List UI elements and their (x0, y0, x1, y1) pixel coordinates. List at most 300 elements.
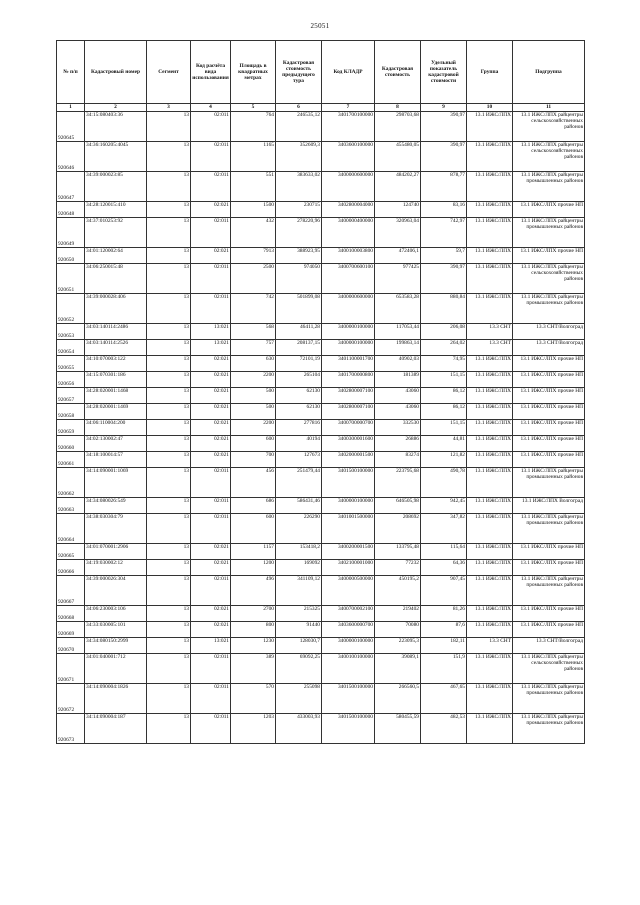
group: 13.3 СНТ (467, 340, 513, 356)
cadastral-number: 34:10:070003:122 (85, 356, 147, 372)
segment: 13 (147, 622, 191, 638)
table-row (57, 622, 585, 638)
specific-cost: 206,08 (421, 324, 467, 340)
specific-cost: 742,97 (421, 218, 467, 248)
row-number: 920669 (57, 622, 85, 638)
subgroup: 13.1 ИЖС/ЛПХ прочие НП (513, 404, 585, 420)
group: 13.1 ИЖС/ЛПХ (467, 264, 513, 294)
usage-code: 02:021 (191, 248, 231, 264)
group: 13.1 ИЖС/ЛПХ (467, 248, 513, 264)
subgroup: 13.1 ИЖС/ЛПХ прочие НП (513, 202, 585, 218)
usage-code: 02:011 (191, 264, 231, 294)
subgroup: 13.1 ИЖС/ЛПХ прочие НП (513, 452, 585, 468)
cadastral-number: 34:06:250015:48 (85, 264, 147, 294)
segment: 13 (147, 218, 191, 248)
specific-cost: 151,15 (421, 372, 467, 388)
usage-code: 02:021 (191, 420, 231, 436)
cadastral-cost: 219402 (375, 606, 421, 622)
area-sqm: 1230 (231, 638, 276, 654)
cadastral-cost: 266560,5 (375, 684, 421, 714)
subgroup: 13.1 ИЖС/ЛПХ прочие НП (513, 606, 585, 622)
table-row (57, 264, 585, 294)
area-sqm: 800 (231, 622, 276, 638)
segment: 13 (147, 324, 191, 340)
cadastral-number: 34:33:030005:101 (85, 622, 147, 638)
kladr-code: 3401100001700 (322, 356, 375, 372)
specific-cost: 878,77 (421, 172, 467, 202)
segment: 13 (147, 142, 191, 172)
cadastral-cost: 199863,14 (375, 340, 421, 356)
usage-code: 13:021 (191, 324, 231, 340)
header-cell: Код расчёта вида использования (191, 41, 231, 104)
previous-cost: 230715 (276, 202, 322, 218)
previous-cost: 72101,19 (276, 356, 322, 372)
cadastral-number: 34:02:130002:47 (85, 436, 147, 452)
previous-cost: 433003,93 (276, 714, 322, 744)
segment: 13 (147, 514, 191, 544)
row-number: 920661 (57, 452, 85, 468)
column-number: 8 (375, 104, 421, 112)
kladr-code: 3400700600100 (322, 264, 375, 294)
column-number: 4 (191, 104, 231, 112)
specific-cost: 942,45 (421, 498, 467, 514)
cadastral-cost: 653583,28 (375, 294, 421, 324)
cadastral-number: 34:15:070301:186 (85, 372, 147, 388)
cadastral-cost: 977425 (375, 264, 421, 294)
group: 13.3 СНТ (467, 638, 513, 654)
table-row (57, 638, 585, 654)
cadastral-number: 34:15:080403:36 (85, 112, 147, 142)
header-cell: Кадастровый номер (85, 41, 147, 104)
subgroup: 13.1 ИЖС/ЛПХ райцентры сельскохозяйственных районов (513, 264, 585, 294)
cadastral-cost: 223795,68 (375, 468, 421, 498)
cadastral-number: 34:36:160205:4045 (85, 142, 147, 172)
subgroup: 13.1 ИЖС/ЛПХ райцентры сельскохозяйственных районов (513, 112, 585, 142)
cadastral-cost: 580455,59 (375, 714, 421, 744)
header-cell: Кадастровая стоимость (375, 41, 421, 104)
cadastral-table (56, 40, 585, 744)
specific-cost: 86,12 (421, 404, 467, 420)
cadastral-number: 34:19:030002:12 (85, 560, 147, 576)
specific-cost: 115,64 (421, 544, 467, 560)
area-sqm: 2200 (231, 420, 276, 436)
usage-code: 02:011 (191, 142, 231, 172)
usage-code: 02:011 (191, 576, 231, 606)
table-row (57, 544, 585, 560)
row-number: 920665 (57, 544, 85, 560)
cadastral-cost: 70080 (375, 622, 421, 638)
previous-cost: 265104 (276, 372, 322, 388)
kladr-code: 3403600100000 (322, 142, 375, 172)
header-cell: Удельный показатель кадастровой стоимости (421, 41, 467, 104)
group: 13.1 ИЖС/ЛПХ (467, 514, 513, 544)
kladr-code: 3400100003800 (322, 248, 375, 264)
group: 13.1 ИЖС/ЛПХ (467, 420, 513, 436)
kladr-code: 3401700000800 (322, 372, 375, 388)
kladr-code: 3400000400000 (322, 218, 375, 248)
row-number: 920659 (57, 420, 85, 436)
area-sqm: 1165 (231, 142, 276, 172)
cadastral-cost: 472406,1 (375, 248, 421, 264)
group: 13.1 ИЖС/ЛПХ (467, 218, 513, 248)
area-sqm: 1203 (231, 714, 276, 744)
table-row (57, 606, 585, 622)
kladr-code: 3400000100000 (322, 340, 375, 356)
cadastral-number: 34:06:110004:200 (85, 420, 147, 436)
usage-code: 02:021 (191, 622, 231, 638)
cadastral-cost: 40902,03 (375, 356, 421, 372)
header-cell: Подгруппа (513, 41, 585, 104)
row-number: 920658 (57, 404, 85, 420)
usage-code: 02:021 (191, 372, 231, 388)
kladr-code: 3400000500000 (322, 576, 375, 606)
cadastral-number: 34:14:090001:1069 (85, 468, 147, 498)
kladr-code: 3400000100000 (322, 638, 375, 654)
kladr-code: 3402000001500 (322, 452, 375, 468)
specific-cost: 490,78 (421, 468, 467, 498)
group: 13.1 ИЖС/ЛПХ (467, 544, 513, 560)
group: 13.1 ИЖС/ЛПХ (467, 388, 513, 404)
column-number: 9 (421, 104, 467, 112)
area-sqm: 456 (231, 468, 276, 498)
segment: 13 (147, 452, 191, 468)
group: 13.1 ИЖС/ЛПХ (467, 468, 513, 498)
cadastral-cost: 117053,44 (375, 324, 421, 340)
usage-code: 02:021 (191, 202, 231, 218)
row-number: 920657 (57, 388, 85, 404)
previous-cost: 388923,95 (276, 248, 322, 264)
cadastral-cost: 298703,68 (375, 112, 421, 142)
specific-cost: 44,81 (421, 436, 467, 452)
previous-cost: 62130 (276, 404, 322, 420)
table-row (57, 498, 585, 514)
group: 13.1 ИЖС/ЛПХ (467, 560, 513, 576)
subgroup: 13.3 СНТ/Волгоград (513, 638, 585, 654)
area-sqm: 2700 (231, 606, 276, 622)
group: 13.1 ИЖС/ЛПХ (467, 654, 513, 684)
previous-cost: 278220,96 (276, 218, 322, 248)
table-row (57, 340, 585, 356)
cadastral-number: 34:28:120015:410 (85, 202, 147, 218)
table-row (57, 294, 585, 324)
table-row (57, 404, 585, 420)
previous-cost: 974050 (276, 264, 322, 294)
group: 13.1 ИЖС/ЛПХ (467, 172, 513, 202)
table-row (57, 436, 585, 452)
kladr-code: 3400200001500 (322, 544, 375, 560)
row-number: 920655 (57, 356, 85, 372)
header-cell: Площадь в квадратных метрах (231, 41, 276, 104)
area-sqm: 600 (231, 514, 276, 544)
group: 13.1 ИЖС/ЛПХ (467, 498, 513, 514)
group: 13.1 ИЖС/ЛПХ (467, 714, 513, 744)
segment: 13 (147, 436, 191, 452)
row-number: 920672 (57, 684, 85, 714)
segment: 13 (147, 420, 191, 436)
table-row (57, 142, 585, 172)
area-sqm: 7913 (231, 248, 276, 264)
area-sqm: 500 (231, 388, 276, 404)
previous-cost: 501899,08 (276, 294, 322, 324)
group: 13.1 ИЖС/ЛПХ (467, 372, 513, 388)
usage-code: 13:021 (191, 340, 231, 356)
segment: 13 (147, 684, 191, 714)
cadastral-cost: 223095,3 (375, 638, 421, 654)
row-number: 920650 (57, 248, 85, 264)
kladr-code: 3400300001600 (322, 436, 375, 452)
specific-cost: 86,12 (421, 388, 467, 404)
kladr-code: 3400000600000 (322, 294, 375, 324)
group: 13.1 ИЖС/ЛПХ (467, 452, 513, 468)
group: 13.1 ИЖС/ЛПХ (467, 356, 513, 372)
specific-cost: 87,6 (421, 622, 467, 638)
row-number: 920664 (57, 514, 85, 544)
subgroup: 13.1 ИЖС/ЛПХ прочие НП (513, 436, 585, 452)
previous-cost: 251479,44 (276, 468, 322, 498)
area-sqm: 500 (231, 404, 276, 420)
usage-code: 02:011 (191, 514, 231, 544)
segment: 13 (147, 172, 191, 202)
segment: 13 (147, 388, 191, 404)
header-cell: Группа (467, 41, 513, 104)
previous-cost: 46411,28 (276, 324, 322, 340)
subgroup: 13.1 ИЖС/ЛПХ райцентры сельскохозяйственных районов (513, 142, 585, 172)
kladr-code: 3402800007100 (322, 404, 375, 420)
cadastral-number: 34:01:070001:2906 (85, 544, 147, 560)
area-sqm: 2200 (231, 372, 276, 388)
group: 13.3 СНТ (467, 324, 513, 340)
subgroup: 13.1 ИЖС/ЛПХ Волгоград (513, 498, 585, 514)
table-row (57, 202, 585, 218)
specific-cost: 264,02 (421, 340, 467, 356)
previous-cost: 383633,02 (276, 172, 322, 202)
previous-cost: 169092 (276, 560, 322, 576)
table-row (57, 654, 585, 684)
previous-cost: 153418,2 (276, 544, 322, 560)
previous-cost: 586431,46 (276, 498, 322, 514)
group: 13.1 ИЖС/ЛПХ (467, 436, 513, 452)
cadastral-number: 34:38:030304:79 (85, 514, 147, 544)
specific-cost: 482,53 (421, 714, 467, 744)
cadastral-cost: 208692 (375, 514, 421, 544)
cadastral-number: 34:39:000028:406 (85, 294, 147, 324)
kladr-code: 3401001500000 (322, 514, 375, 544)
row-number: 920654 (57, 340, 85, 356)
column-number: 2 (85, 104, 147, 112)
specific-cost: 151,15 (421, 420, 467, 436)
cadastral-number: 34:28:020001:1468 (85, 388, 147, 404)
column-number: 11 (513, 104, 585, 112)
subgroup: 13.1 ИЖС/ЛПХ прочие НП (513, 560, 585, 576)
segment: 13 (147, 576, 191, 606)
row-number: 920649 (57, 218, 85, 248)
specific-cost: 151,9 (421, 654, 467, 684)
segment: 13 (147, 606, 191, 622)
cadastral-number: 34:14:090004:1826 (85, 684, 147, 714)
segment: 13 (147, 498, 191, 514)
previous-cost: 215325 (276, 606, 322, 622)
kladr-code: 3401500100000 (322, 684, 375, 714)
subgroup: 13.1 ИЖС/ЛПХ райцентры промышленных районов (513, 514, 585, 544)
previous-cost: 255098 (276, 684, 322, 714)
column-number: 10 (467, 104, 513, 112)
area-sqm: 764 (231, 112, 276, 142)
cadastral-cost: 332530 (375, 420, 421, 436)
row-number: 920673 (57, 714, 85, 744)
kladr-code: 3402100001000 (322, 560, 375, 576)
subgroup: 13.1 ИЖС/ЛПХ райцентры промышленных районов (513, 714, 585, 744)
subgroup: 13.1 ИЖС/ЛПХ райцентры промышленных районов (513, 294, 585, 324)
cadastral-number: 34:03:140114:2526 (85, 340, 147, 356)
column-number: 6 (276, 104, 322, 112)
kladr-code: 3402800007100 (322, 388, 375, 404)
kladr-code: 3400000600000 (322, 172, 375, 202)
cadastral-number: 34:37:010253:92 (85, 218, 147, 248)
subgroup: 13.1 ИЖС/ЛПХ прочие НП (513, 622, 585, 638)
table-row (57, 714, 585, 744)
table-row (57, 576, 585, 606)
cadastral-cost: 26886 (375, 436, 421, 452)
segment: 13 (147, 372, 191, 388)
segment: 13 (147, 294, 191, 324)
area-sqm: 551 (231, 172, 276, 202)
segment: 13 (147, 264, 191, 294)
group: 13.1 ИЖС/ЛПХ (467, 576, 513, 606)
segment: 13 (147, 638, 191, 654)
area-sqm: 686 (231, 498, 276, 514)
table-row (57, 684, 585, 714)
column-number-row (57, 104, 585, 112)
cadastral-cost: 181389 (375, 372, 421, 388)
segment: 13 (147, 468, 191, 498)
area-sqm: 1157 (231, 544, 276, 560)
table-row (57, 356, 585, 372)
subgroup: 13.1 ИЖС/ЛПХ прочие НП (513, 372, 585, 388)
usage-code: 02:021 (191, 560, 231, 576)
subgroup: 13.1 ИЖС/ЛПХ прочие НП (513, 388, 585, 404)
previous-cost: 277816 (276, 420, 322, 436)
cadastral-number: 34:28:020001:1469 (85, 404, 147, 420)
header-cell: Код КЛАДР (322, 41, 375, 104)
specific-cost: 121,82 (421, 452, 467, 468)
cadastral-number: 34:03:140114:2486 (85, 324, 147, 340)
column-number: 1 (57, 104, 85, 112)
subgroup: 13.3 СНТ/Волгоград (513, 340, 585, 356)
kladr-code: 3402800004000 (322, 202, 375, 218)
usage-code: 02:021 (191, 356, 231, 372)
segment: 13 (147, 356, 191, 372)
cadastral-number: 34:34:080026:549 (85, 498, 147, 514)
segment: 13 (147, 714, 191, 744)
kladr-code: 3400700000700 (322, 420, 375, 436)
subgroup: 13.1 ИЖС/ЛПХ райцентры промышленных районов (513, 172, 585, 202)
segment: 13 (147, 112, 191, 142)
specific-cost: 390,97 (421, 142, 467, 172)
cadastral-number: 34:06:230003:106 (85, 606, 147, 622)
table-row (57, 420, 585, 436)
previous-cost: 91440 (276, 622, 322, 638)
kladr-code: 3401500100000 (322, 714, 375, 744)
table-row (57, 112, 585, 142)
area-sqm: 1200 (231, 560, 276, 576)
cadastral-cost: 43060 (375, 388, 421, 404)
previous-cost: 352609,3 (276, 142, 322, 172)
kladr-code: 3400700002100 (322, 606, 375, 622)
area-sqm: 757 (231, 340, 276, 356)
subgroup: 13.1 ИЖС/ЛПХ райцентры промышленных районов (513, 684, 585, 714)
usage-code: 02:021 (191, 404, 231, 420)
specific-cost: 83,16 (421, 202, 467, 218)
subgroup: 13.1 ИЖС/ЛПХ прочие НП (513, 248, 585, 264)
usage-code: 02:011 (191, 468, 231, 498)
previous-cost: 69092,25 (276, 654, 322, 684)
row-number: 920667 (57, 576, 85, 606)
cadastral-cost: 77232 (375, 560, 421, 576)
row-number: 920660 (57, 436, 85, 452)
cadastral-number: 34:34:080150:2999 (85, 638, 147, 654)
area-sqm: 742 (231, 294, 276, 324)
header-cell: № п/п (57, 41, 85, 104)
specific-cost: 59,7 (421, 248, 467, 264)
specific-cost: 880,84 (421, 294, 467, 324)
cadastral-cost: 39089,1 (375, 654, 421, 684)
specific-cost: 74,95 (421, 356, 467, 372)
group: 13.1 ИЖС/ЛПХ (467, 294, 513, 324)
row-number: 920646 (57, 142, 85, 172)
column-number: 7 (322, 104, 375, 112)
table-row (57, 468, 585, 498)
previous-cost: 226290 (276, 514, 322, 544)
kladr-code: 3400000100000 (322, 498, 375, 514)
row-number: 920653 (57, 324, 85, 340)
area-sqm: 570 (231, 684, 276, 714)
segment: 13 (147, 340, 191, 356)
segment: 13 (147, 248, 191, 264)
area-sqm: 600 (231, 436, 276, 452)
usage-code: 02:011 (191, 294, 231, 324)
table-row (57, 324, 585, 340)
previous-cost: 62130 (276, 388, 322, 404)
row-number: 920663 (57, 498, 85, 514)
usage-code: 02:011 (191, 112, 231, 142)
usage-code: 02:021 (191, 544, 231, 560)
specific-cost: 64,36 (421, 560, 467, 576)
specific-cost: 81,26 (421, 606, 467, 622)
kladr-code: 3401700100000 (322, 112, 375, 142)
previous-cost: 128030,7 (276, 638, 322, 654)
page-number: 25051 (310, 22, 330, 30)
row-number: 920647 (57, 172, 85, 202)
previous-cost: 40194 (276, 436, 322, 452)
cadastral-number: 34:39:000026:304 (85, 576, 147, 606)
previous-cost: 246535,12 (276, 112, 322, 142)
cadastral-cost: 450195,2 (375, 576, 421, 606)
segment: 13 (147, 544, 191, 560)
usage-code: 02:011 (191, 498, 231, 514)
specific-cost: 467,65 (421, 684, 467, 714)
subgroup: 13.1 ИЖС/ЛПХ райцентры промышленных районов (513, 576, 585, 606)
usage-code: 02:021 (191, 452, 231, 468)
row-number: 920648 (57, 202, 85, 218)
group: 13.1 ИЖС/ЛПХ (467, 112, 513, 142)
usage-code: 02:021 (191, 436, 231, 452)
area-sqm: 496 (231, 576, 276, 606)
group: 13.1 ИЖС/ЛПХ (467, 606, 513, 622)
cadastral-number: 34:18:100014:57 (85, 452, 147, 468)
segment: 13 (147, 404, 191, 420)
area-sqm: 568 (231, 324, 276, 340)
subgroup: 13.1 ИЖС/ЛПХ прочие НП (513, 356, 585, 372)
